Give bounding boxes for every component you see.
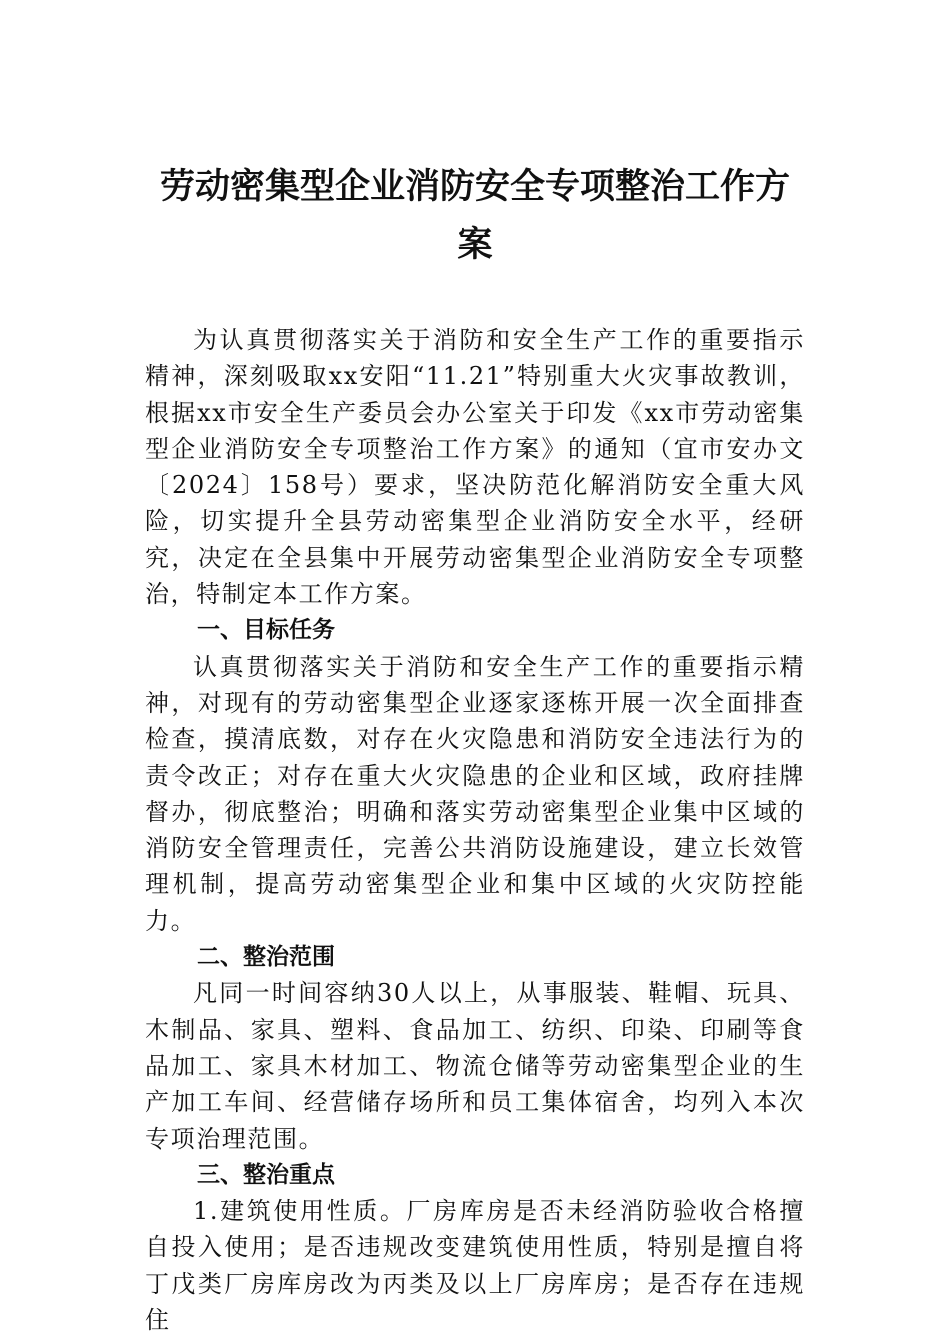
- section-heading-goals: 一、目标任务: [197, 617, 335, 644]
- section-paragraph-scope: 凡同一时间容纳30人以上，从事服装、鞋帽、玩具、木制品、家具、塑料、食品加工、纺织、印染、印刷等食品加工、家具木材加工、物流仓储等劳动密集型企业的生产加工车间、经营储存场所和员工集体宿舍，均列入本次专项治理范围。: [145, 979, 805, 1153]
- section-paragraph-goals: 认真贯彻落实关于消防和安全生产工作的重要指示精神，对现有的劳动密集型企业逐家逐栋开展一次全面排查检查，摸清底数，对存在火灾隐患和消防安全违法行为的责令改正；对存在重大火灾隐患的企业和区域，政府挂牌督办，彻底整治；明确和落实劳动密集型企业集中区域的消防安全管理责任，完善公共消防设施建设，建立长效管理机制，提高劳动密集型企业和集中区域的火灾防控能力。: [145, 652, 805, 935]
- title-line-2: 案: [457, 224, 493, 265]
- document-title: [150, 158, 800, 274]
- title-line-1: 劳动密集型企业消防安全专项整治工作方: [159, 166, 790, 207]
- section-heading-focus: 三、整治重点: [197, 1161, 335, 1188]
- document-body: [145, 322, 805, 1338]
- intro-paragraph: 为认真贯彻落实关于消防和安全生产工作的重要指示精神，深刻吸取xx安阳“11.21”特别重大火灾事故教训，根据xx市安全生产委员会办公室关于印发《xx市劳动密集型企业消防安全专项整治工作方案》的通知（宜市安办文〔2024〕158号）要求，坚决防范化解消防安全重大风险，切实提升全县劳动密集型企业消防安全水平，经研究，决定在全县集中开展劳动密集型企业消防安全专项整治，特制定本工作方案。: [145, 326, 805, 609]
- section-paragraph-focus: 1.建筑使用性质。厂房库房是否未经消防验收合格擅自投入使用；是否违规改变建筑使用性质，特别是擅自将丁戊类厂房库房改为丙类及以上厂房库房；是否存在违规住: [145, 1197, 805, 1335]
- section-heading-scope: 二、整治范围: [197, 944, 335, 971]
